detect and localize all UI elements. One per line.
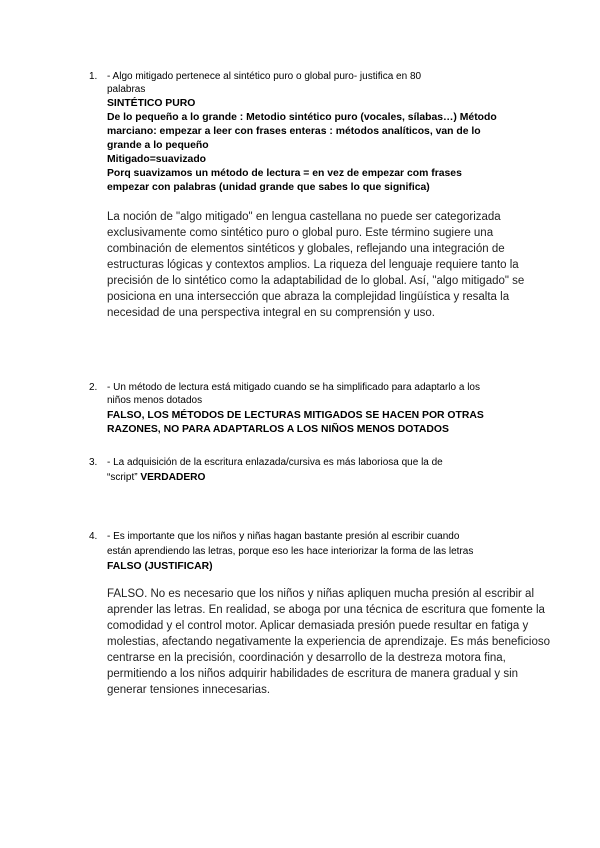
question-text: “script” bbox=[107, 472, 138, 483]
question-text: niños menos dotados bbox=[107, 395, 203, 406]
question-text-line bbox=[107, 471, 559, 484]
question-text: palabras bbox=[107, 84, 146, 95]
answer-text: RAZONES, NO PARA ADAPTARLOS A LOS NIÑOS MENOS DOTADOS bbox=[107, 424, 449, 435]
answer-text: marciano: empezar a leer con frases enteras : métodos analíticos, van de lo bbox=[107, 126, 481, 137]
question-text: - Es importante que los niños y niñas hagan bastante presión al escribir cuando bbox=[107, 531, 460, 542]
answer-text: empezar con palabras (unidad grande que sabes lo que significa) bbox=[107, 182, 430, 193]
item-number: 3. bbox=[89, 457, 98, 468]
answer-title: SINTÉTICO PURO bbox=[107, 98, 196, 109]
answer-text: FALSO, LOS MÉTODOS DE LECTURAS MITIGADOS SE HACEN POR OTRAS bbox=[107, 410, 484, 421]
item-number: 4. bbox=[89, 531, 98, 542]
answer-text: VERDADERO bbox=[140, 472, 206, 483]
question-text: - Algo mitigado pertenece al sintético puro o global puro- justifica en 80 bbox=[107, 71, 422, 82]
justification-paragraph: La noción de "algo mitigado" en lengua castellana no puede ser categorizada exclusivamente como sintético puro o global puro. Este término sugiere una combinación de elementos sintéticos y globales, reflejando una integración de estructuras lógicas y contextos amplios. La riqueza del lenguaje requiere tanto la precisión de lo sintético como la adaptabilidad de lo global. Así, "algo mitigado" se posiciona en una intersección que abraza la complejidad lingüística y resalta la necesidad de una perspectiva integral en su comprensión y uso. bbox=[107, 211, 525, 319]
question-text: están aprendiendo las letras, porque eso les hace interiorizar la forma de las letras bbox=[107, 546, 474, 557]
answer-text: De lo pequeño a lo grande : Metodio sintético puro (vocales, sílabas…) Método bbox=[107, 112, 497, 123]
item-number: 1. bbox=[89, 71, 98, 82]
answer-text: Porq suavizamos un método de lectura = en vez de empezar com frases bbox=[107, 168, 462, 179]
list-item-4 bbox=[89, 530, 559, 698]
answer-text: Mitigado=suavizado bbox=[107, 154, 207, 165]
list-item-1 bbox=[89, 70, 559, 321]
item-number: 2. bbox=[89, 382, 98, 393]
question-text: - Un método de lectura está mitigado cuando se ha simplificado para adaptarlo a los bbox=[107, 382, 480, 393]
question-text: - La adquisición de la escritura enlazada/cursiva es más laboriosa que la de bbox=[107, 457, 443, 468]
answer-text: grande a lo pequeño bbox=[107, 140, 209, 151]
list-item-2 bbox=[89, 381, 559, 437]
answer-title: FALSO (JUSTIFICAR) bbox=[107, 561, 213, 572]
justification-paragraph: FALSO. No es necesario que los niños y niñas apliquen mucha presión al escribir al aprender las letras. En realidad, se aboga por una técnica de escritura que fomente la comodidad y el control motor. Aplicar demasiada presión puede resultar en fatiga y molestias, afectando negativamente la experiencia de aprendizaje. Es más beneficioso centrarse en la precisión, coordinación y desarrollo de la destreza motora fina, permitiendo a los niños adquirir habilidades de escritura de manera gradual y sin generar tensiones innecesarias. bbox=[107, 588, 551, 696]
list-item-3 bbox=[89, 456, 559, 484]
